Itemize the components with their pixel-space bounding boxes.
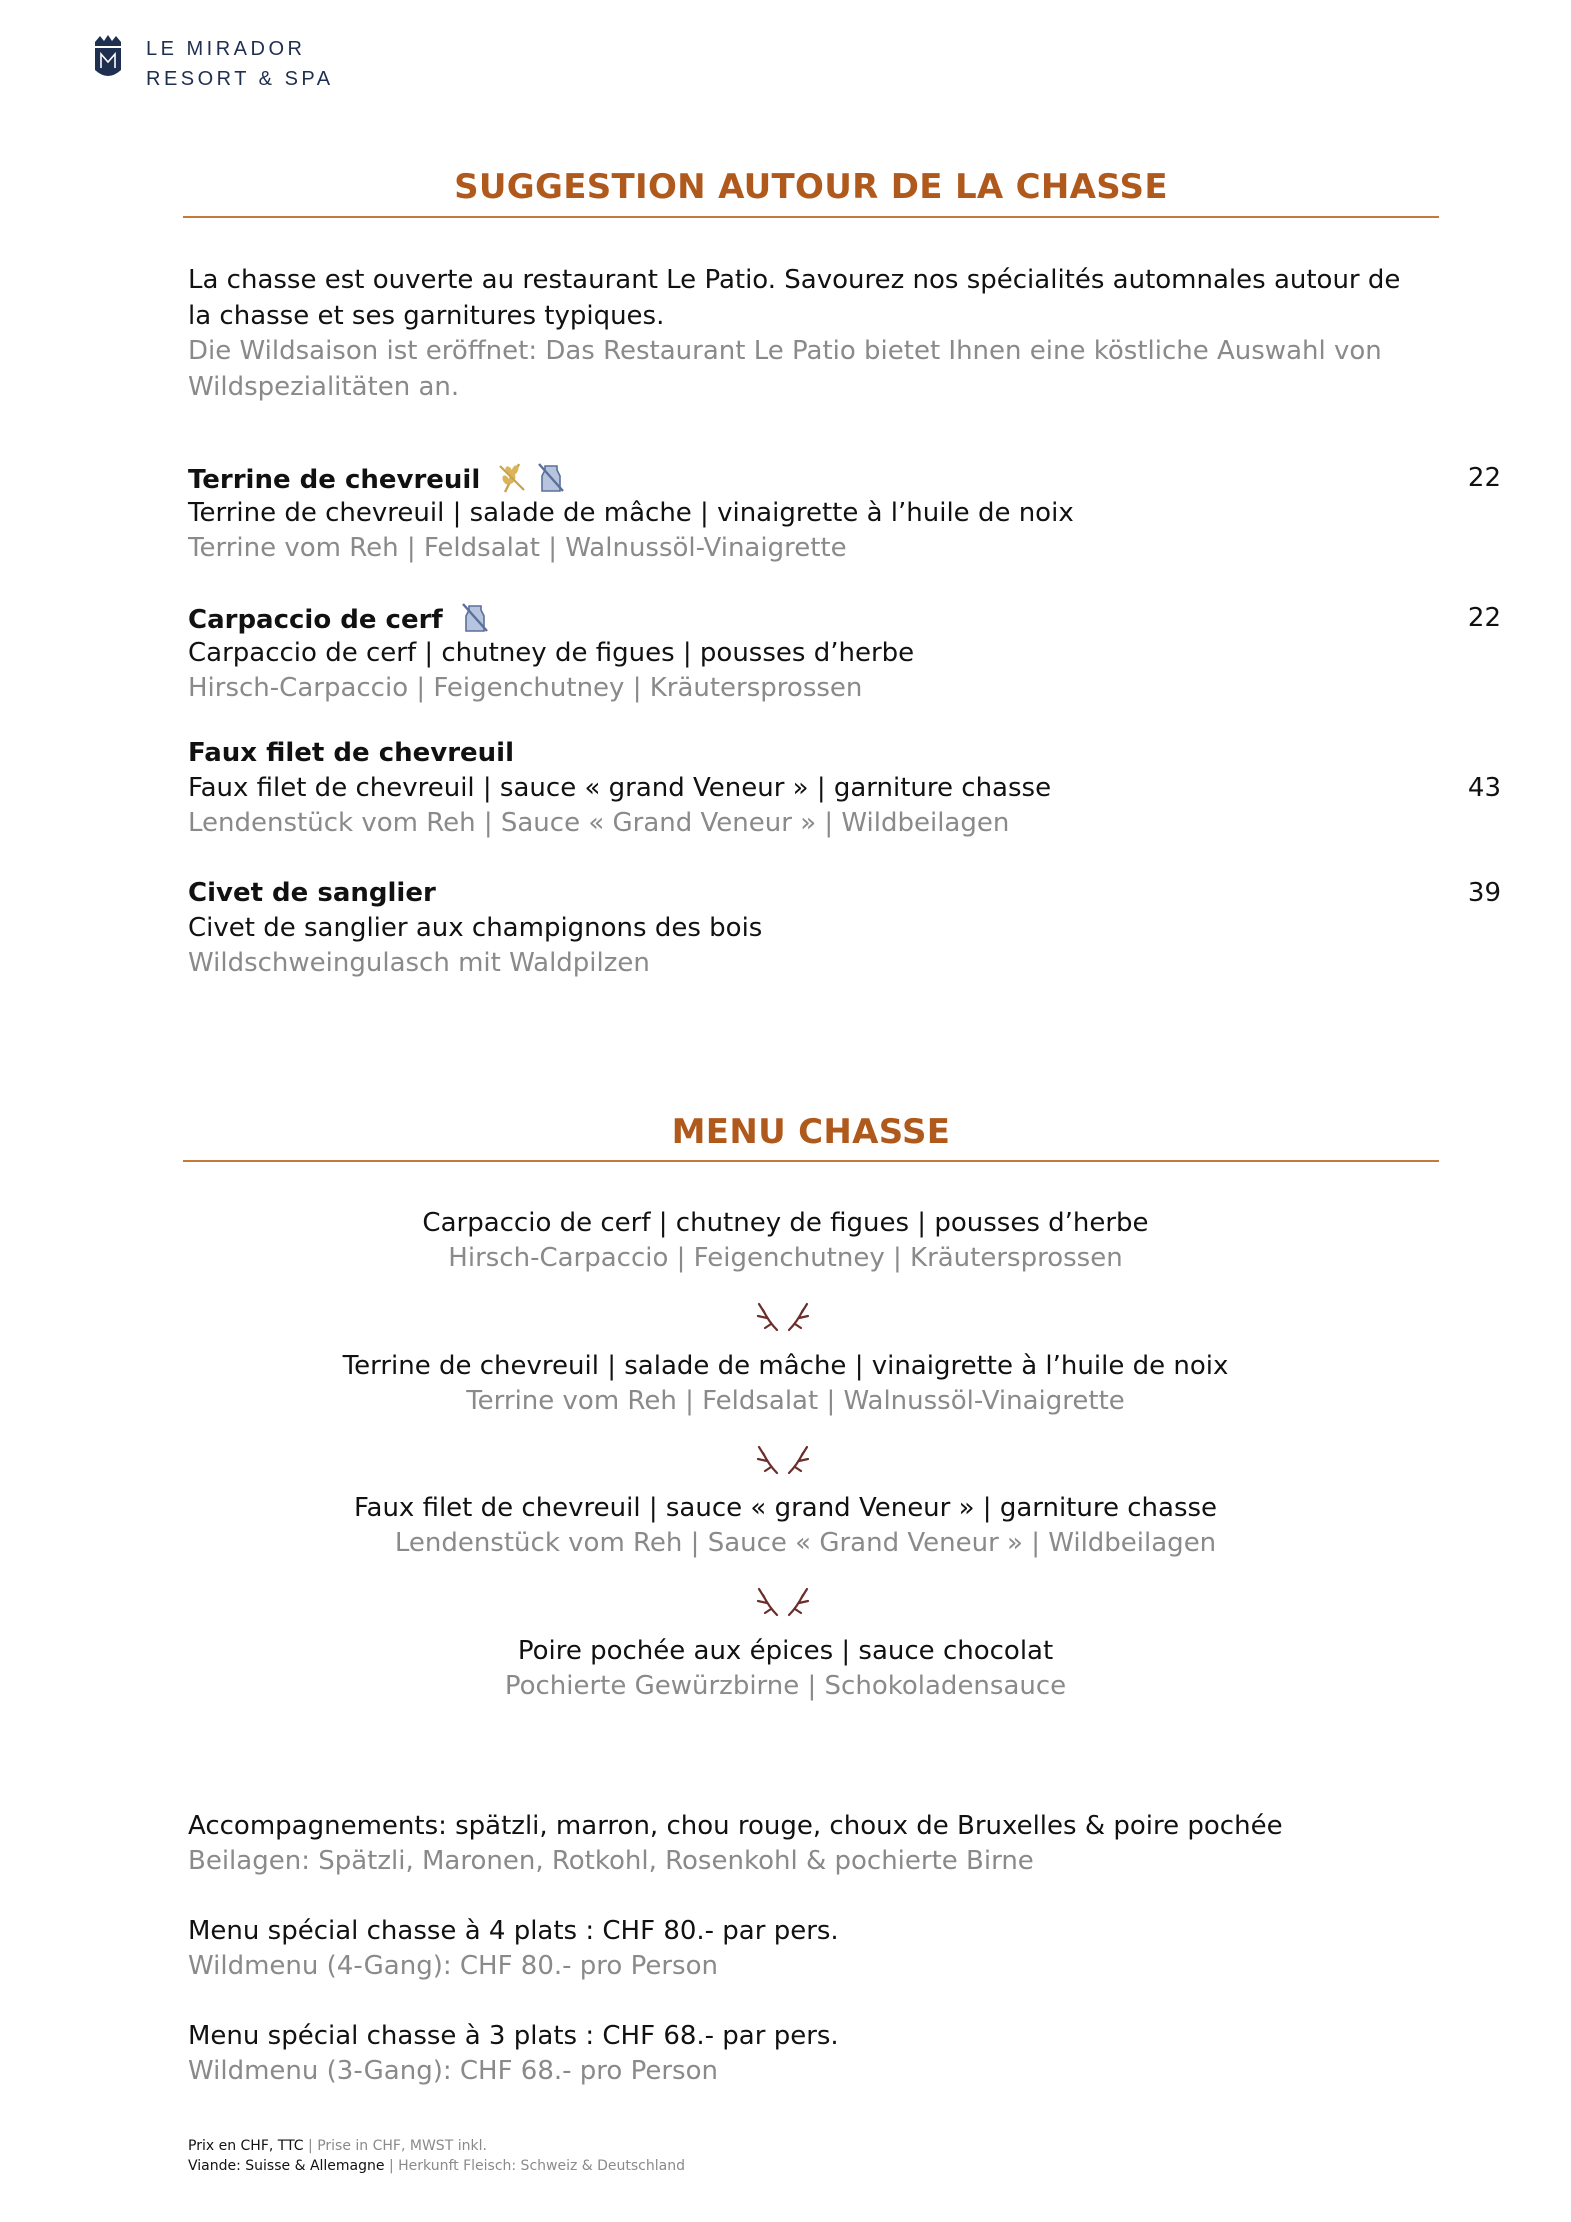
course-fr: Terrine de chevreuil | salade de mâche | vinaigrette à l’huile de noix — [342, 1351, 1229, 1381]
brand-logo — [92, 34, 334, 94]
item-price: 22 — [1467, 603, 1501, 633]
footer-separator: | — [303, 2138, 318, 2154]
item-price: 22 — [1467, 463, 1501, 493]
antler-icon — [755, 1300, 811, 1332]
footer-meat-origin — [188, 2156, 685, 2176]
intro-de-line-1: Die Wildsaison ist eröffnet: Das Restaurant Le Patio bietet Ihnen eine köstliche Auswahl von — [188, 336, 1382, 366]
menu-4-courses-fr: Menu spécial chasse à 4 plats : CHF 80.- par pers. — [188, 1916, 839, 1946]
item-desc-fr: Carpaccio de cerf | chutney de figues | pousses d’herbe — [188, 638, 915, 668]
footer-price-fr: Prix en CHF, TTC — [188, 2138, 304, 2154]
item-name-text: Terrine de chevreuil — [188, 465, 481, 495]
intro-fr-line-2: la chasse et ses garnitures typiques. — [188, 301, 665, 331]
brand-line-2: RESORT & SPA — [146, 68, 334, 90]
footer-meat-de: Herkunft Fleisch: Schweiz & Deutschland — [398, 2158, 685, 2174]
section-title-suggestion: SUGGESTION AUTOUR DE LA CHASSE — [454, 167, 1168, 207]
accompaniments-fr: Accompagnements: spätzli, marron, chou rouge, choux de Bruxelles & poire pochée — [188, 1811, 1283, 1841]
course-de: Hirsch-Carpaccio | Feigenchutney | Kräutersprossen — [448, 1243, 1123, 1273]
item-desc-de: Terrine vom Reh | Feldsalat | Walnussöl-Vinaigrette — [188, 533, 847, 563]
item-desc-fr: Civet de sanglier aux champignons des bois — [188, 913, 763, 943]
course-de: Terrine vom Reh | Feldsalat | Walnussöl-Vinaigrette — [466, 1386, 1125, 1416]
course-fr: Poire pochée aux épices | sauce chocolat — [517, 1636, 1054, 1666]
footer-meat-fr: Viande: Suisse & Allemagne — [188, 2158, 385, 2174]
item-desc-fr: Terrine de chevreuil | salade de mâche | vinaigrette à l’huile de noix — [188, 498, 1074, 528]
item-price: 43 — [1467, 773, 1501, 803]
course-fr: Carpaccio de cerf | chutney de figues | pousses d’herbe — [422, 1208, 1149, 1238]
accompaniments-de: Beilagen: Spätzli, Maronen, Rotkohl, Rosenkohl & pochierte Birne — [188, 1846, 1034, 1876]
menu-item-name: Faux filet de chevreuil — [188, 738, 515, 768]
crest-icon — [92, 34, 124, 84]
item-desc-fr: Faux filet de chevreuil | sauce « grand Veneur » | garniture chasse — [188, 773, 1052, 803]
intro-de-line-2: Wildspezialitäten an. — [188, 372, 460, 402]
menu-3-courses-de: Wildmenu (3-Gang): CHF 68.- pro Person — [188, 2056, 718, 2086]
item-price: 39 — [1467, 878, 1501, 908]
item-desc-de: Wildschweingulasch mit Waldpilzen — [188, 948, 650, 978]
antler-icon — [755, 1443, 811, 1475]
section-divider — [183, 216, 1439, 218]
course-fr: Faux filet de chevreuil | sauce « grand Veneur » | garniture chasse — [353, 1493, 1218, 1523]
course-de: Lendenstück vom Reh | Sauce « Grand Veneur » | Wildbeilagen — [394, 1528, 1217, 1558]
item-desc-de: Lendenstück vom Reh | Sauce « Grand Veneur » | Wildbeilagen — [188, 808, 1010, 838]
menu-item-name: Civet de sanglier — [188, 878, 436, 908]
footer-separator: | — [384, 2158, 399, 2174]
antler-icon — [755, 1585, 811, 1617]
menu-3-courses-fr: Menu spécial chasse à 3 plats : CHF 68.- par pers. — [188, 2021, 839, 2051]
course-de: Pochierte Gewürzbirne | Schokoladensauce — [504, 1671, 1067, 1701]
brand-name — [146, 34, 334, 94]
brand-line-1: LE MIRADOR — [146, 38, 306, 60]
footer-price-de: Prise in CHF, MWST inkl. — [317, 2138, 487, 2154]
intro-fr-line-1: La chasse est ouverte au restaurant Le Patio. Savourez nos spécialités automnales autour de — [188, 265, 1401, 295]
menu-4-courses-de: Wildmenu (4-Gang): CHF 80.- pro Person — [188, 1951, 718, 1981]
footer-price-note — [188, 2136, 487, 2156]
item-name-text: Carpaccio de cerf — [188, 605, 443, 635]
section-title-menu-chasse: MENU CHASSE — [671, 1112, 951, 1152]
section-divider — [183, 1160, 1439, 1162]
item-desc-de: Hirsch-Carpaccio | Feigenchutney | Kräutersprossen — [188, 673, 863, 703]
